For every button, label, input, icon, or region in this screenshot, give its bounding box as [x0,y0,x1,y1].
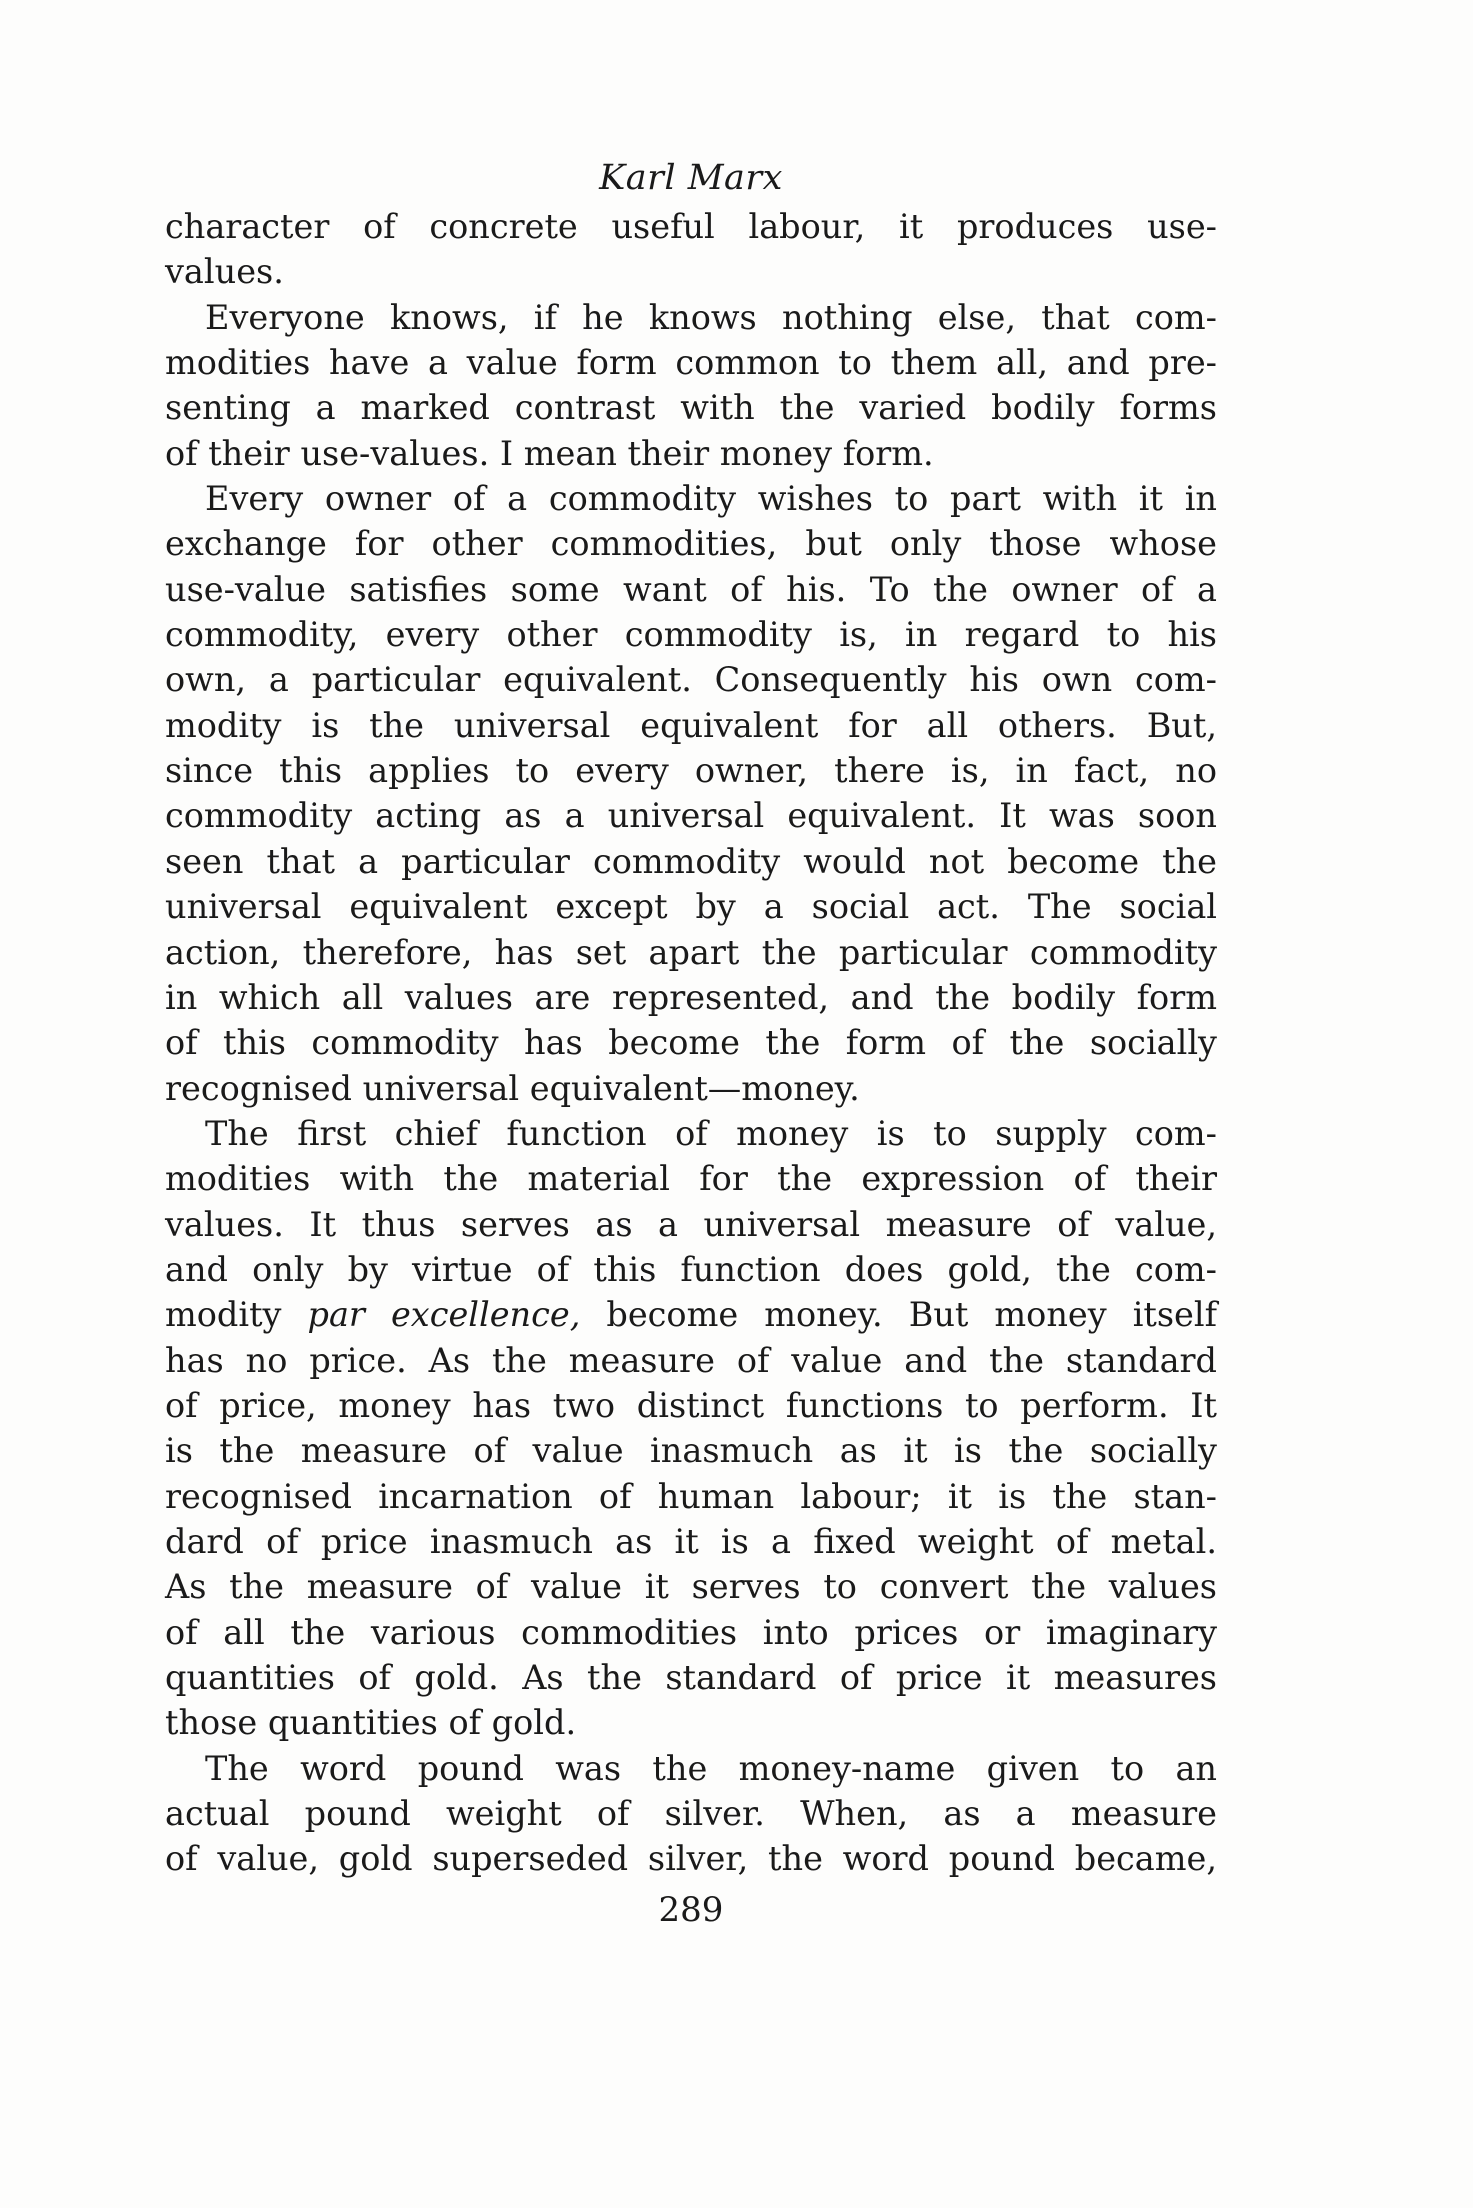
text-line: own, a particular equivalent. Consequently his own com- [165,660,1217,700]
text-line: action, therefore, has set apart the particular commodity [165,932,1217,972]
text-line: modity is the universal equivalent for all others. But, [165,705,1217,745]
text-line: recognised universal equivalent—money. [165,1068,860,1108]
text-column [165,152,1217,1938]
text-line: commodity, every other commodity is, in regard to his [165,615,1217,655]
text-line: recognised incarnation of human labour; it is the stan- [165,1476,1217,1516]
text-line: values. It thus serves as a universal measure of value, [165,1204,1217,1244]
text-line: Everyone knows, if he knows nothing else, that com- [205,297,1217,337]
text-line: Every owner of a commodity wishes to part with it in [205,479,1217,519]
text-line: actual pound weight of silver. When, as a measure [165,1794,1217,1834]
text-run: modity [165,1295,308,1335]
text-line: those quantities of gold. [165,1703,577,1743]
text-line: of value, gold superseded silver, the word pound became, [165,1839,1217,1879]
text-line: is the measure of value inasmuch as it is the socially [165,1431,1217,1471]
italic-phrase: par excellence, [307,1295,581,1335]
text-line: of this commodity has become the form of the socially [165,1023,1217,1063]
text-run: become money. But money itself [580,1295,1217,1335]
text-line: quantities of gold. As the standard of price it measures [165,1658,1217,1697]
page-number: 289 [658,1889,724,1930]
text-line: values. [165,252,284,292]
text-line: modities have a value form common to them all, and pre- [165,343,1217,383]
text-line: since this applies to every owner, there is, in fact, no [165,751,1217,791]
text-line: and only by virtue of this function does gold, the com- [165,1249,1217,1289]
text-line: The first chief function of money is to supply com- [205,1113,1217,1153]
text-line: The word pound was the money-name given to an [205,1748,1217,1788]
text-line: universal equivalent except by a social act. The social [165,887,1217,927]
running-head: Karl Marx [599,158,783,198]
text-line: of all the various commodities into prices or imaginary [165,1612,1217,1652]
text-line: senting a marked contrast with the varied bodily forms [165,388,1217,428]
text-line: As the measure of value it serves to convert the values [165,1567,1217,1607]
text-line: commodity acting as a universal equivalent. It was soon [165,796,1217,836]
text-line [165,1292,1217,1337]
text-line: in which all values are represented, and the bodily form [165,977,1217,1017]
text-line: dard of price inasmuch as it is a fixed weight of metal. [165,1521,1217,1561]
text-line: seen that a particular commodity would not become the [165,841,1217,881]
text-line: has no price. As the measure of value and the standard [165,1340,1217,1380]
text-line: character of concrete useful labour, it produces use- [165,207,1217,246]
text-line: use-value satisfies some want of his. To the owner of a [165,569,1217,609]
text-line: of their use-values. I mean their money form. [165,433,934,473]
text-line: of price, money has two distinct functions to perform. It [165,1385,1217,1425]
text-line: modities with the material for the expression of their [165,1159,1217,1199]
text-line: exchange for other commodities, but only those whose [165,524,1217,564]
